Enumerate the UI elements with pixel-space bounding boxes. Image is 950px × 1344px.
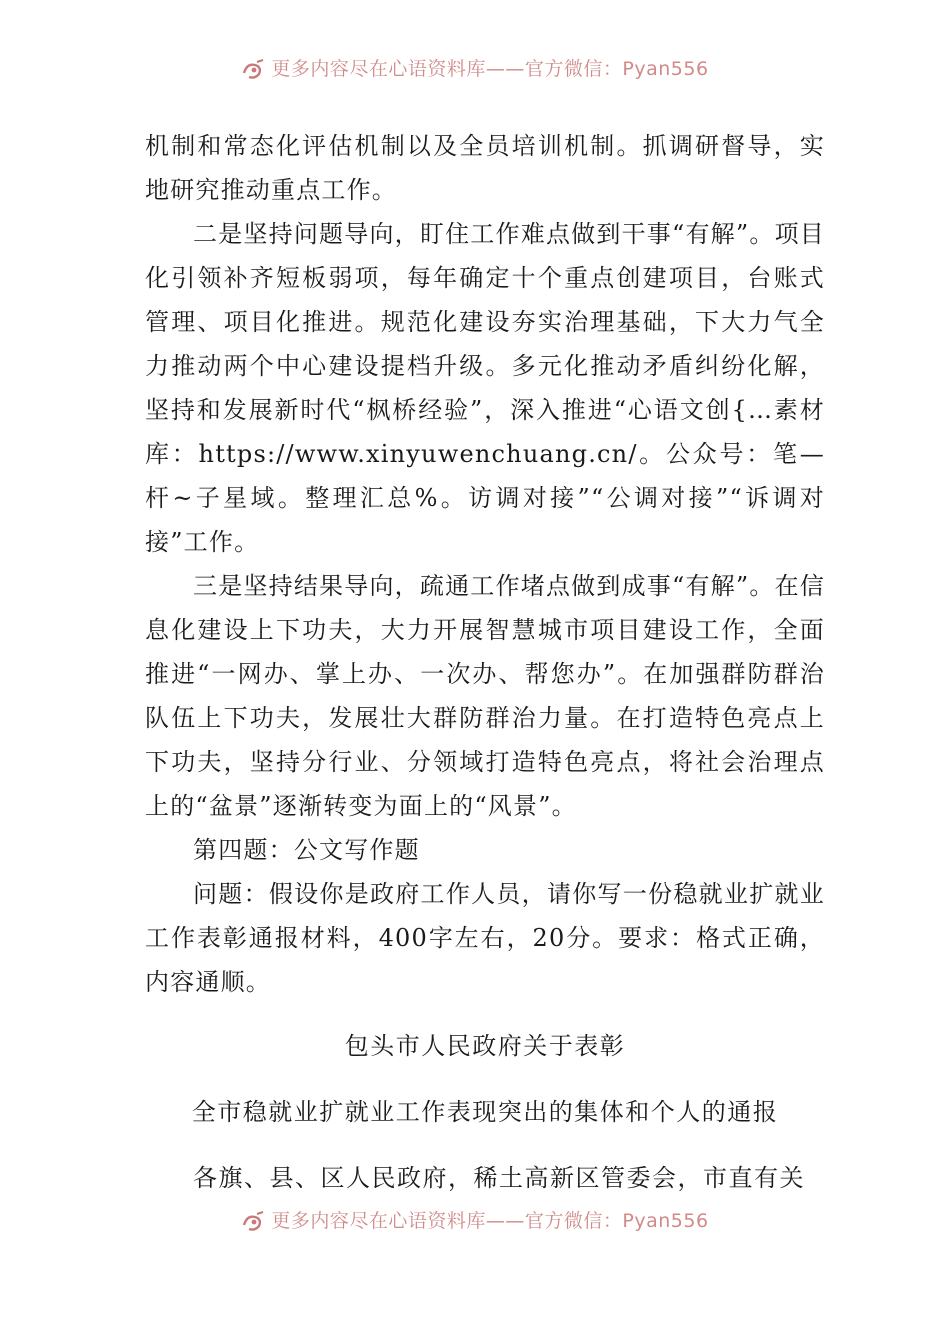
paragraph-2: 二是坚持问题导向，盯住工作难点做到干事“有解”。项目化引领补齐短板弱项，每年确定十个重点创建项目，台账式管理、项目化推进。规范化建设夯实治理基础，下大力气全力推动两个中心建设提档升级。多元化推动矛盾纠纷化解，坚持和发展新时代“枫桥经验”，深入推进“心语文创{…素材库：https://www.xinyuwenchuang.cn/。公众号：笔—杆~子星域。整理汇总%。访调对接”“公调对接”“诉调对接”工作。 — [145, 220, 825, 556]
watermark-text: 更多内容尽在心语资料库——官方微信：Pyan556 — [271, 1210, 709, 1232]
document-body — [145, 124, 825, 1224]
notice-title-line-2: 全市稳就业扩就业工作表现突出的集体和个人的通报 — [191, 1098, 779, 1126]
logo-icon — [241, 1211, 267, 1233]
paragraph-1: 机制和常态化评估机制以及全员培训机制。抓调研督导，实地研究推动重点工作。 — [145, 132, 825, 204]
question-text: 问题：假设你是政府工作人员，请你写一份稳就业扩就业工作表彰通报材料，400字左右，20分。要求：格式正确，内容通顺。 — [145, 880, 825, 996]
watermark-header — [0, 56, 950, 86]
watermark-footer — [0, 1206, 950, 1236]
notice-title-line-1: 包头市人民政府关于表彰 — [344, 1032, 626, 1060]
watermark-text: 更多内容尽在心语资料库——官方微信：Pyan556 — [271, 58, 709, 80]
notice-salutation: 各旗、县、区人民政府，稀土高新区管委会，市直有关 — [193, 1164, 805, 1192]
question-heading: 第四题：公文写作题 — [193, 836, 420, 864]
logo-icon — [241, 59, 267, 81]
paragraph-3: 三是坚持结果导向，疏通工作堵点做到成事“有解”。在信息化建设上下功夫，大力开展智慧城市项目建设工作，全面推进“一网办、掌上办、一次办、帮您办”。在加强群防群治队伍上下功夫，发展壮大群防群治力量。在打造特色亮点上下功夫，坚持分行业、分领域打造特色亮点，将社会治理点上的“盆景”逐渐转变为面上的“风景”。 — [145, 572, 825, 820]
